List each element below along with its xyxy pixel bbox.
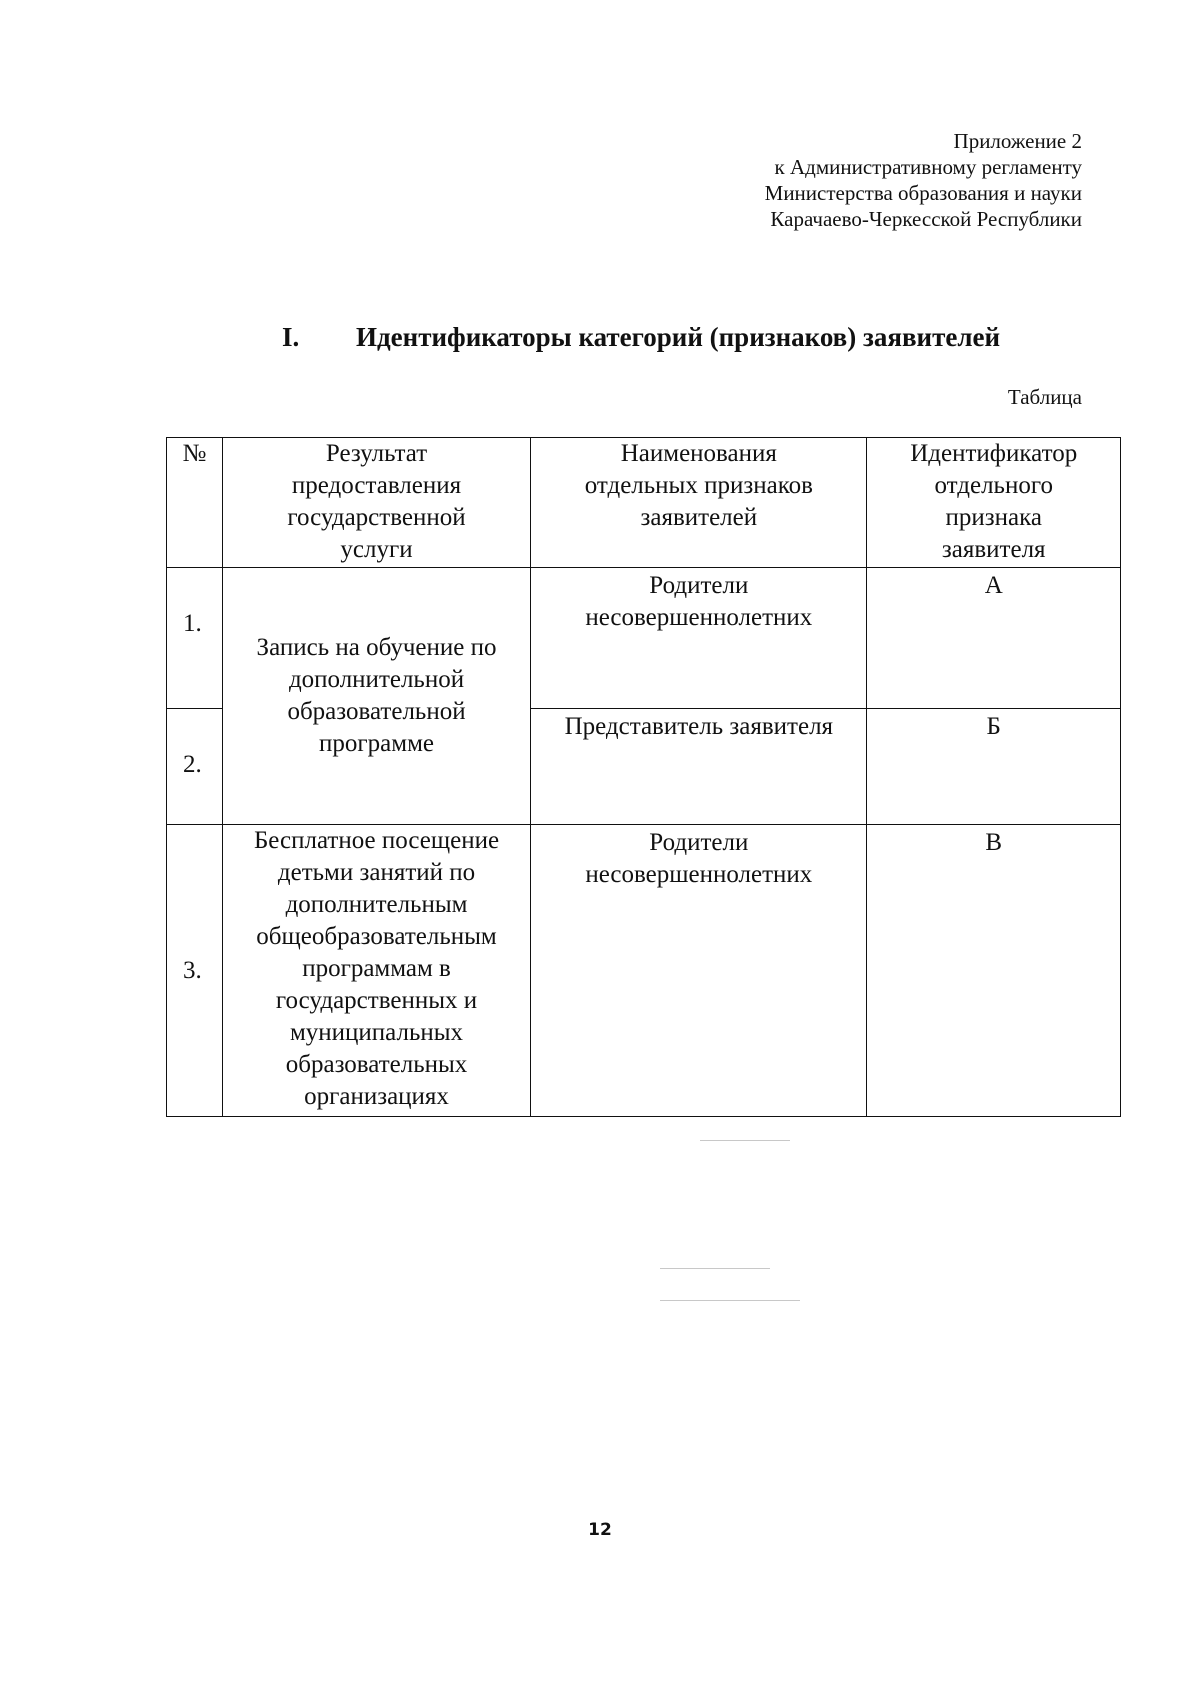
- row-identifier: В: [867, 825, 1121, 1117]
- cell-line: образовательной: [287, 698, 466, 725]
- row-identifier: Б: [867, 709, 1121, 825]
- cell-line: программам в: [302, 955, 451, 982]
- row-number: 2.: [167, 709, 223, 825]
- cell-line: образовательных: [285, 1051, 468, 1078]
- section-title: Идентификаторы категорий (признаков) заявителей: [356, 322, 1001, 352]
- cell-line: несовершеннолетних: [585, 604, 813, 631]
- scan-artifact: [660, 1268, 770, 1269]
- cell-line: Родители: [649, 829, 749, 856]
- cell-line: организациях: [304, 1083, 449, 1110]
- row-result-merged: [222, 568, 530, 825]
- header-line: заявителей: [640, 504, 758, 531]
- identifiers-table: [166, 437, 1121, 1117]
- section-heading: [282, 322, 1000, 353]
- header-result: [222, 438, 530, 568]
- table-row: [167, 568, 1121, 709]
- page-number: 12: [588, 1520, 612, 1540]
- cell-line: Запись на обучение по: [256, 634, 497, 661]
- appendix-line: Карачаево-Черкесской Республики: [770, 207, 1082, 231]
- scan-artifact: [660, 1300, 800, 1301]
- appendix-line: Министерства образования и науки: [764, 181, 1082, 205]
- row-sign: [531, 825, 867, 1117]
- cell-line: дополнительной: [288, 666, 465, 693]
- scan-artifact: [700, 1140, 790, 1141]
- row-number: 3.: [167, 825, 223, 1117]
- row-sign: [531, 568, 867, 709]
- row-number: 1.: [167, 568, 223, 709]
- section-number: I.: [282, 322, 300, 352]
- cell-line: Бесплатное посещение: [253, 827, 500, 854]
- header-line: признака: [945, 504, 1042, 531]
- table-row: [167, 825, 1121, 1117]
- header-num-label: №: [182, 440, 207, 467]
- cell-line: несовершеннолетних: [585, 861, 813, 888]
- cell-line: программе: [319, 730, 434, 757]
- cell-line: Представитель заявителя: [564, 713, 834, 740]
- header-line: Идентификатор: [910, 440, 1078, 467]
- header-line: отдельных признаков: [584, 472, 813, 499]
- table-caption: Таблица: [1007, 385, 1082, 409]
- header-line: заявителя: [941, 536, 1046, 563]
- table-header-row: [167, 438, 1121, 568]
- cell-line: муниципальных: [289, 1019, 464, 1046]
- header-sign-names: [531, 438, 867, 568]
- header-num: [167, 438, 223, 568]
- header-line: государственной: [287, 504, 466, 531]
- appendix-line: к Административному регламенту: [774, 155, 1082, 179]
- header-line: услуги: [340, 536, 413, 563]
- header-identifier: [867, 438, 1121, 568]
- row-identifier: А: [867, 568, 1121, 709]
- header-line: предоставления: [291, 472, 462, 499]
- appendix-line: Приложение 2: [953, 129, 1082, 153]
- header-line: отдельного: [934, 472, 1053, 499]
- row-sign: [531, 709, 867, 825]
- cell-line: государственных и: [275, 987, 478, 1014]
- appendix-reference: [482, 128, 1082, 232]
- header-line: Наименования: [620, 440, 777, 467]
- cell-line: Родители: [649, 572, 749, 599]
- header-line: Результат: [325, 440, 428, 467]
- cell-line: детьми занятий по: [277, 859, 476, 886]
- cell-line: общеобразовательным: [256, 923, 497, 950]
- cell-line: дополнительным: [285, 891, 468, 918]
- row-result: [222, 825, 530, 1117]
